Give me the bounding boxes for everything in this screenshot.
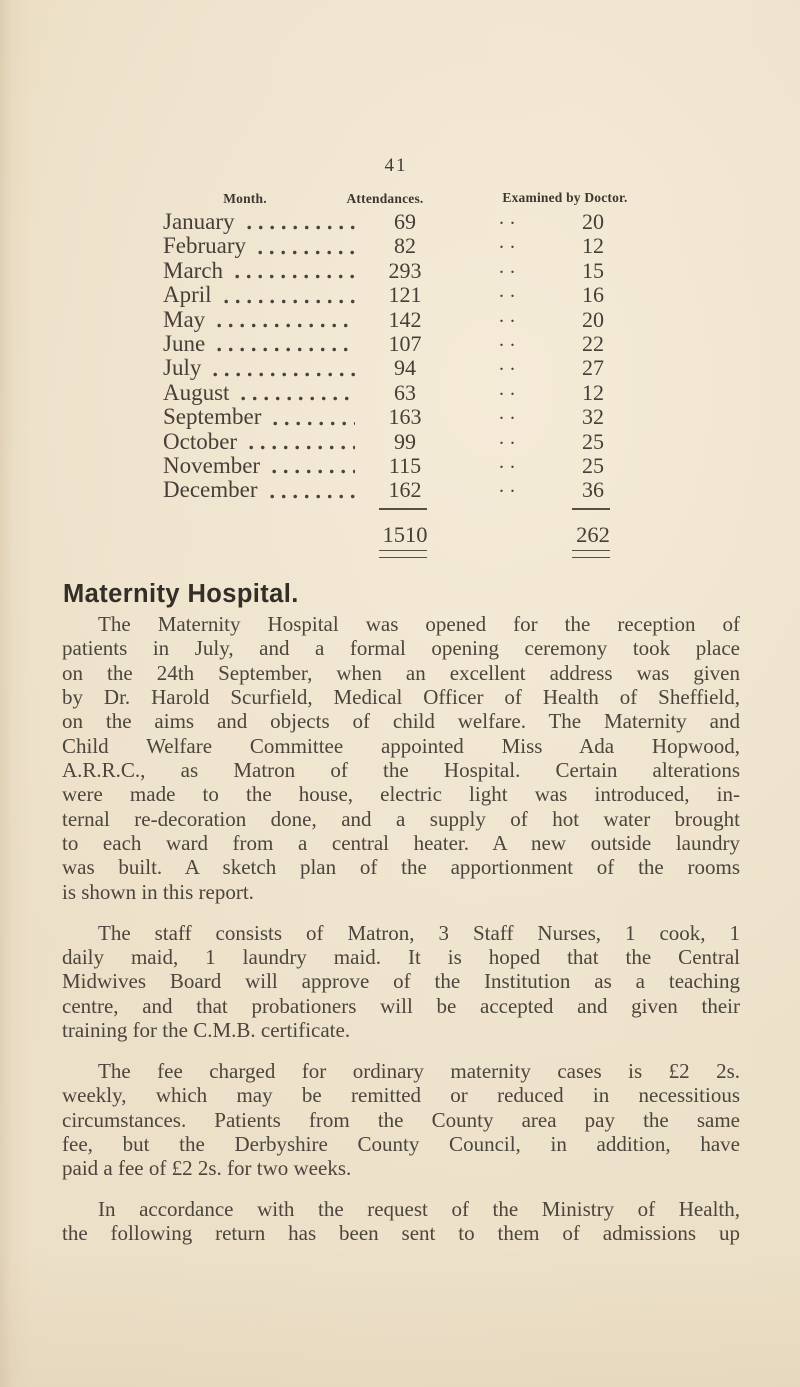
attendances-value: 121 <box>388 282 422 308</box>
examined-value: 25 <box>582 452 604 478</box>
month-label: February <box>163 233 247 259</box>
body-line: the following return has been sent to them of admissions up <box>62 1221 740 1246</box>
body-line: Midwives Board will approve of the Institution as a teaching <box>62 969 740 994</box>
separator-dots: .. <box>499 207 521 229</box>
month-label: November <box>163 452 261 478</box>
attendances-value: 115 <box>388 452 422 478</box>
month-label: July <box>163 355 202 381</box>
leader-dots <box>217 346 355 353</box>
body-line: daily maid, 1 laundry maid. It is hoped that the Central <box>62 944 740 969</box>
separator-dots: .. <box>499 304 521 327</box>
table-row <box>0 304 800 332</box>
attendances-value: 142 <box>388 306 422 332</box>
table-row <box>0 280 800 308</box>
body-line: A.R.R.C., as Matron of the Hospital. Certain alterations <box>62 758 740 783</box>
month-label: August <box>163 379 230 405</box>
body-line: Child Welfare Committee appointed Miss Ada Hopwood, <box>62 733 740 758</box>
attendances-value: 99 <box>394 428 416 454</box>
separator-dots: .. <box>499 353 521 376</box>
table-row <box>0 255 800 283</box>
separator-dots: .. <box>499 231 521 254</box>
attendances-value: 94 <box>394 355 416 381</box>
month-label: March <box>163 257 224 283</box>
body-line: training for the C.M.B. certificate. <box>62 1018 351 1042</box>
examined-value: 15 <box>582 257 604 283</box>
leader-dots <box>273 420 355 427</box>
examined-value: 36 <box>582 477 604 503</box>
leader-dots <box>249 444 355 451</box>
attendances-value: 293 <box>388 257 422 283</box>
examined-value: 27 <box>582 355 604 381</box>
separator-dots: .. <box>499 426 521 449</box>
body-text <box>62 612 740 1262</box>
paragraph-4 <box>62 1197 740 1246</box>
table-header-month: Month. <box>223 191 267 206</box>
examined-value: 20 <box>582 306 604 332</box>
attendances-value: 69 <box>394 209 416 234</box>
separator-dots: .. <box>499 450 521 473</box>
body-line: The staff consists of Matron, 3 Staff Nurses, 1 cook, 1 <box>98 920 740 945</box>
separator-dots: .. <box>499 475 521 498</box>
page-number: 41 <box>384 155 408 176</box>
separator-dots: .. <box>499 255 521 278</box>
table-row <box>0 475 800 503</box>
body-line: The Maternity Hospital was opened for the reception of <box>98 612 740 636</box>
attendances-value: 163 <box>388 404 422 430</box>
paragraph-3 <box>62 1059 740 1181</box>
separator-dots: .. <box>499 328 521 351</box>
table-rows <box>0 207 800 503</box>
totals-rule-examined <box>572 508 610 510</box>
examined-value: 32 <box>582 404 604 430</box>
leader-dots <box>270 493 356 500</box>
leader-dots <box>247 224 355 231</box>
body-line: were made to the house, electric light was introduced, in- <box>62 782 740 807</box>
leader-dots <box>258 249 355 256</box>
table-header-examined: Examined by Doctor. <box>502 190 628 205</box>
body-line: The fee charged for ordinary maternity cases is £2 2s. <box>98 1058 740 1083</box>
body-line: circumstances. Patients from the County area pay the same <box>62 1107 740 1132</box>
paragraph-1 <box>62 612 740 904</box>
table-row <box>0 377 800 405</box>
body-line: centre, and that probationers will be accepted and given their <box>62 993 740 1018</box>
table-row <box>0 450 800 478</box>
examined-value: 12 <box>582 379 604 405</box>
body-line: paid a fee of £2 2s. for two weeks. <box>62 1156 352 1181</box>
month-label: September <box>163 404 262 430</box>
body-line: on the 24th September, when an excellent address was given <box>62 660 740 685</box>
separator-dots: .. <box>499 280 521 303</box>
table-row <box>0 328 800 356</box>
body-line: ternal re-decoration done, and a supply of hot water brought <box>62 806 740 831</box>
leader-dots <box>213 371 355 378</box>
body-line: by Dr. Harold Scurfield, Medical Officer of Health of Sheffield, <box>62 685 740 710</box>
leader-dots <box>272 468 355 475</box>
total-attendances: 1510 <box>382 522 428 547</box>
body-line: on the aims and objects of child welfare. The Maternity and <box>62 709 740 734</box>
attendances-value: 162 <box>388 477 422 503</box>
body-line: In accordance with the request of the Ministry of Health, <box>98 1197 740 1222</box>
body-line: to each ward from a central heater. A new outside laundry <box>62 831 740 856</box>
separator-dots: .. <box>499 377 521 400</box>
attendances-value: 107 <box>388 330 422 356</box>
month-label: December <box>163 477 258 503</box>
body-line: patients in July, and a formal opening ceremony took place <box>62 636 740 661</box>
examined-value: 20 <box>582 209 604 234</box>
body-line: is shown in this report. <box>62 879 254 904</box>
paragraph-2 <box>62 921 740 1043</box>
leader-dots <box>217 322 355 329</box>
table-row <box>0 207 800 234</box>
table-row <box>0 426 800 454</box>
examined-value: 22 <box>582 330 604 356</box>
attendances-value: 82 <box>394 233 416 259</box>
examined-value: 12 <box>582 233 604 259</box>
leader-dots <box>235 273 355 280</box>
totals-double-rule-examined <box>572 550 610 558</box>
leader-dots <box>224 298 355 305</box>
leader-dots <box>241 395 355 402</box>
table-row <box>0 402 800 430</box>
table-row <box>0 353 800 381</box>
separator-dots: .. <box>499 402 521 425</box>
month-label: April <box>163 282 212 308</box>
body-line: fee, but the Derbyshire County Council, in addition, have <box>62 1131 740 1156</box>
body-line: was built. A sketch plan of the apportionment of the rooms <box>62 855 740 880</box>
attendances-value: 63 <box>394 379 416 405</box>
table-row <box>0 231 800 259</box>
totals-rule-attendances <box>379 508 427 510</box>
examined-value: 25 <box>582 428 604 454</box>
table-header-attendances: Attendances. <box>346 191 424 206</box>
section-heading: Maternity Hospital. <box>63 580 299 608</box>
month-label: May <box>163 306 206 332</box>
month-label: October <box>163 428 238 454</box>
month-label: June <box>163 330 206 356</box>
total-examined: 262 <box>576 522 610 547</box>
body-line: weekly, which may be remitted or reduced in necessitious <box>62 1083 740 1108</box>
month-label: January <box>163 209 235 234</box>
totals-double-rule-attendances <box>379 550 427 558</box>
examined-value: 16 <box>582 282 604 308</box>
